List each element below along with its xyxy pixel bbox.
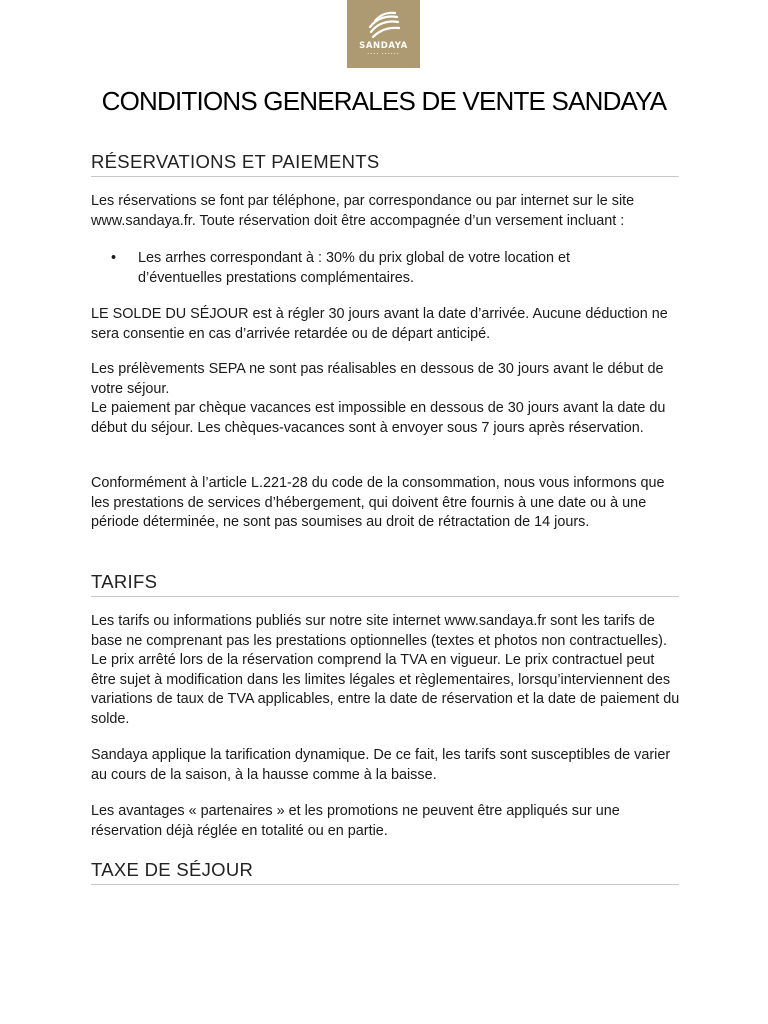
list-item-text: Les arrhes correspondant à : 30% du prix global de votre location et d’éventuelles prestations complémentaires.: [138, 250, 570, 286]
paragraph-reservation-intro: Les réservations se font par téléphone, par correspondance ou par internet sur le site www.sandaya.fr. Toute réservation doit être accompagnée d’un versement incluant :: [91, 193, 635, 229]
paragraph-solde: LE SOLDE DU SÉJOUR est à régler 30 jours avant la date d’arrivée. Aucune déduction ne sera consentie en cas d’arrivée retardée ou de départ anticipé.: [91, 306, 668, 342]
logo-wordmark: SANDAYA: [359, 41, 408, 51]
paragraph-avantages-partenaires: Les avantages « partenaires » et les promotions ne peuvent être appliqués sur une réservation déjà réglée en totalité ou en partie.: [91, 803, 620, 839]
paragraph-retractation: Conformément à l’article L.221-28 du code de la consommation, nous vous informons que les prestations de services d’hébergement, qui doivent être fournis à une date ou à une période déterminée, ne sont pas soumises au droit de rétractation de 14 jours.: [91, 475, 665, 530]
section-heading-tarifs: TARIFS: [91, 570, 679, 597]
paragraph-tarification-dynamique: Sandaya applique la tarification dynamique. De ce fait, les tarifs sont susceptibles de varier au cours de la saison, à la hausse comme à la baisse.: [91, 747, 671, 783]
paragraph-cheque-vacances: Le paiement par chèque vacances est impossible en dessous de 30 jours avant la date du début du séjour. Les chèques-vacances sont à envoyer sous 7 jours après réservation.: [91, 400, 666, 436]
section-heading-reservations: RÉSERVATIONS ET PAIEMENTS: [91, 150, 679, 177]
section-heading-taxe-sejour: TAXE DE SÉJOUR: [91, 858, 679, 885]
page-title: CONDITIONS GENERALES DE VENTE SANDAYA: [101, 86, 667, 116]
logo-tagline: •••• ••••••: [367, 52, 400, 56]
sandaya-logo: [347, 0, 420, 68]
bullet-icon: •: [111, 250, 117, 266]
paragraph-tarifs-base: Les tarifs ou informations publiés sur notre site internet www.sandaya.fr sont les tarifs de base ne comprenant pas les prestations optionnelles (textes et photos non contractuelles). Le prix arrêté lors de la réservation comprend la TVA en vigueur. Le prix contractuel peut être sujet à modification dans les limites légales et règlementaires, lorsqu’interviennent des variations de taux de TVA applicables, entre la date de réservation et la date de paiement du solde.: [91, 613, 680, 727]
wave-logo-icon: [367, 10, 401, 40]
paragraph-sepa: Les prélèvements SEPA ne sont pas réalisables en dessous de 30 jours avant le début de votre séjour.: [91, 361, 664, 397]
